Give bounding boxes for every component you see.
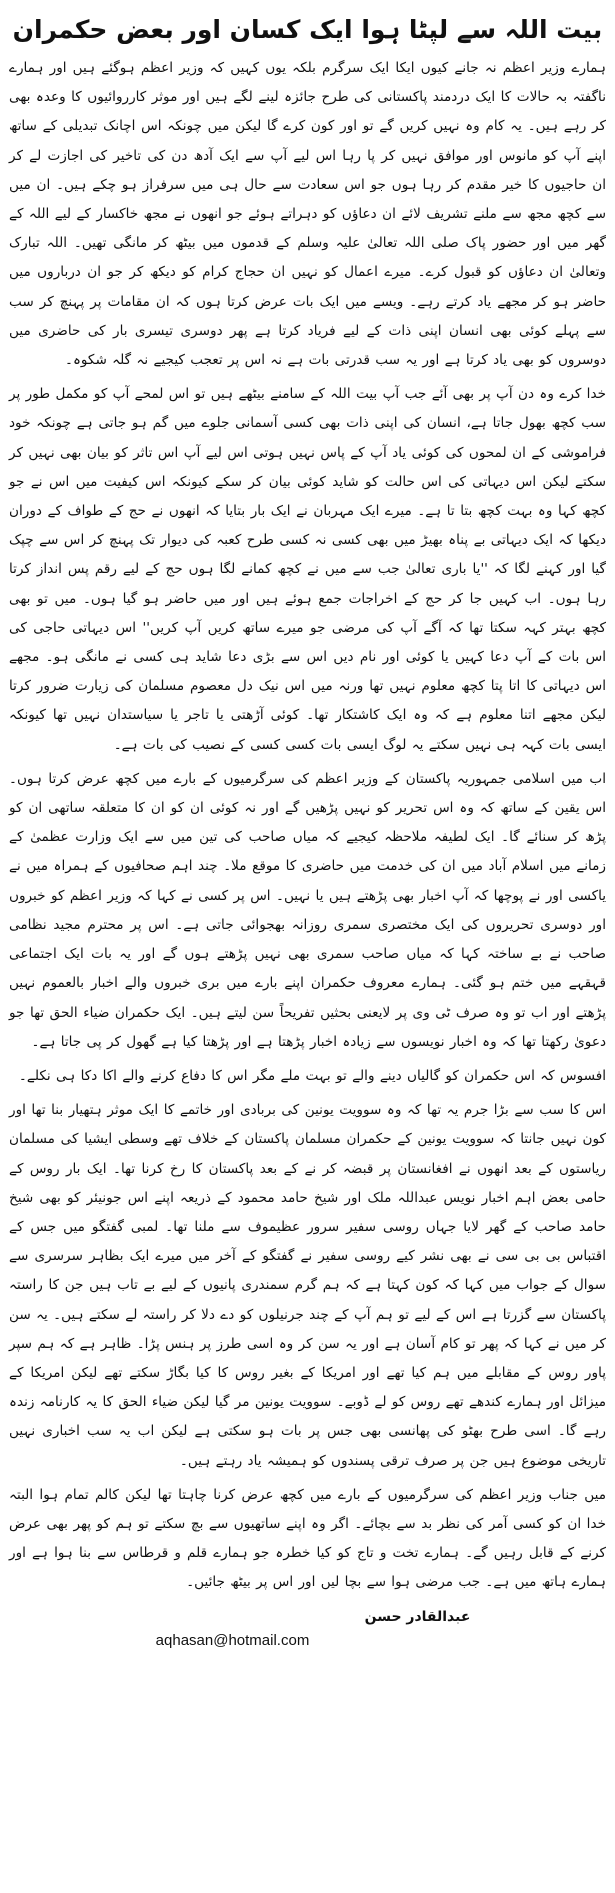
article-paragraph: خدا کرے وہ دن آپ پر بھی آئے جب آپ بیت اللہ کے سامنے بیٹھے ہیں تو اس لمحے آپ کو مکمل طور پر سب کچھ بھول جاتا ہے، انسان کی اپنی ذات بھی کسی آسمانی جلوے میں گم ہو جاتی ہے چونکہ خود فراموشی کے ان لمحوں کی کوئی یاد آپ کے پاس نہیں ہوتی اس لیے آپ اس تاثر کو بیان بھی نہیں کر سکتے لیکن اس دیہاتی کی اس حالت کو شاید کوئی بیان کر سکے کیونکہ اس کیفیت میں اس نے جو کچھ کہا وہ بہت کچھ بتا تا ہے۔ میرے ایک مہربان نے ایک بار بتایا کہ انھوں نے حج کے طواف کے دوران دیکھا کہ ایک دیہاتی بے پناہ بھیڑ میں بھی کسی نہ کسی طرح کعبہ کی دیوار تک پہنچ کر اس سے چپک گیا اور کہنے لگا کہ ''یا باری تعالیٰ جب سے میں نے کچھ کمانے لگا ہوں حج کے لیے رقم پس انداز کرتا رہا ہوں۔ اب کہیں جا کر حج کے اخراجات جمع ہوئے ہیں اور میں حاضر ہو گیا ہوں۔ میں تو بھی کچھ بہتر کہہ سکتا تھا کہ آگے آپ کی مرضی جو میرے ساتھ کریں آپ کریں'' اس دیہاتی حاجی کی اس بات کے آپ دعا کہیں یا کوئی اور نام دیں اس سے بڑی دعا شاید ہی کسی نے مانگی ہو۔ مجھے اس دیہاتی کا اتا پتا کچھ معلوم نہیں تھا ورنہ میں اس نیک دل معصوم مسلمان کی زیارت ضرور کرتا لیکن مجھے اتنا معلوم ہے کہ وہ ایک کاشتکار تھا۔ کوئی آڑھتی یا تاجر یا سیاستدان نہیں تھا کیونکہ ایسی بات کہہ ہی نہیں سکتے یہ لوگ ایسی بات کسی کسی کے نصیب کی بات ہے۔ [9,386,606,753]
article-paragraph: ہمارے وزیر اعظم نہ جانے کیوں ایکا ایک سرگرم بلکہ یوں کہیں کہ وزیر اعظم ہوگئے ہیں اور ہمارے ناگفتہ بہ حالات کا ایک دردمند پاکستانی کی طرح جائزہ لینے لگے ہیں اور موثر کارروائیوں کا وعدہ بھی کر رہے ہیں۔ یہ کام وہ نہیں کریں گے تو اور کون کرے گا لیکن میں چونکہ اس اچانک تبدیلی کے ساتھ اپنے آپ کو مانوس اور موافق نہیں کر پا رہا اس لیے آپ سے ایک آدھ دن کی تاخیر کی اجازت لے کر ان حاجیوں کا خیر مقدم کر رہا ہوں جو اس سعادت سے حال ہی میں سرفراز ہو چکے ہیں۔ ان میں سے کچھ مجھ سے ملنے تشریف لائے ان دعاؤں کو دہراتے ہوئے جو انھوں نے مجھ خاکسار کے لیے اللہ کے گھر میں اور حضور پاک صلی اللہ تعالیٰ علیہ وسلم کے قدموں میں بیٹھ کر مانگی تھیں۔ اللہ تبارک وتعالیٰ ان دعاؤں کو قبول کرے۔ میرے اعمال کو نہیں ان حجاج کرام کو دیکھ کر جو ان درباروں میں حاضر ہو کر مجھے یاد کرتے رہے۔ ویسے میں ایک بات عرض کرتا ہوں کہ ان مقامات پر پہنچ کر سب سے پہلے کوئی بھی انسان اپنی ذات کے لیے فریاد کرتا ہے پھر دوسری تیسری بار کی حاضری میں دوسروں کو بھی یاد کرتا ہے اور یہ سب قدرتی بات ہے نہ اس پر تعجب کیجیے نہ گلہ شکوہ۔ [9,60,606,369]
article-paragraph: افسوس کہ اس حکمران کو گالیاں دینے والے تو بہت ملے مگر اس کا دفاع کرنے والے اکا دکا ہی نکلے۔ [18,1067,606,1084]
headline: بیت اللہ سے لپٹا ہوا ایک کسان اور بعض حکمران [12,15,603,44]
author-name: عبدالقادر حسن [364,1608,471,1625]
article-paragraph: میں جناب وزیر اعظم کی سرگرمیوں کے بارے میں کچھ عرض کرنا چاہتا تھا لیکن کالم تمام ہوا البتہ خدا ان کو کسی آمر کی نظر بد سے بچائے۔ اگر وہ اپنے ساتھیوں سے بچ سکتے تو ہم کو پھر بھی عرض کرنے کے قابل رہیں گے۔ ہمارے تخت و تاج کو کیا خطرہ جو ہمارے قلم و قرطاس سے بنا ہوا ہے اور ہمارے ہاتھ میں ہے۔ جب مرضی ہوا سے بچا لیں اور اس پر بیٹھ جائیں۔ [9,1486,606,1591]
article-paragraph: اس کا سب سے بڑا جرم یہ تھا کہ وہ سوویت یونین کی بربادی اور خاتمے کا ایک موثر ہتھیار بنا تھا اور کون نہیں جانتا کہ سوویت یونین کے حکمران مسلمان پاکستان کے خلاف تھے وسطی ایشیا کی مسلمان ریاستوں کے بعد انھوں نے افغانستان پر قبضہ کر نے کے بعد پاکستان کا رخ کرنا تھا۔ ایک بار روس کے حامی بعض اہم اخبار نویس عبداللہ ملک اور شیخ حامد محمود کے ذریعہ اپنے اس جونیئر کو بھی شیخ حامد صاحب کے گھر لایا جہاں روسی سفیر سرور عظیموف سے ملنا تھا۔ لمبی گفتگو میں جس کے اقتباس بی بی سی نے بھی نشر کیے روسی سفیر نے گفتگو کے آخر میں میرے ایک بظاہر سرسری سے سوال کے جواب میں کہا کہ کون کہتا ہے کہ ہم گرم سمندری پانیوں کے لیے بے تاب ہیں جن کا راستہ پاکستان سے گزرتا ہے اس کے لیے تو ہم آپ کے چند جرنیلوں کو دے دلا کر راستہ لے سکتے ہیں۔ یہ سن کر میں نے کہا کہ پھر تو کام آسان ہے اور یہ سن کر وہ اسی طرز پر ہنس پڑا۔ ظاہر ہے کہ ہم سپر پاور روس کے مقابلے میں ہم کیا تھے اور امریکا کے بغیر روس کا کیا بگاڑ سکتے تھے لیکن امریکا کے میزائل اور ہمارے کندھے تھے روس کو لے ڈوبے۔ سوویت یونین مر گیا لیکن ضیاء الحق کا یہ کارنامہ زندہ رہے گا۔ اسی طرح بھٹو کی پھانسی بھی جس پر بات ہو سکتی ہے لیکن اب یہ سب اخباری نہیں تاریخی موضوع ہیں جن پر صرف ترقی پسندوں کو ہمیشہ یاد رہتے ہیں۔ [9,1102,606,1469]
byline [9,1604,606,1652]
article-body [9,54,606,1598]
author-email[interactable]: aqhasan@hotmail.com [155,1631,310,1649]
article-paragraph: اب میں اسلامی جمہوریہ پاکستان کے وزیر اعظم کی سرگرمیوں کے بارے میں کچھ عرض کرتا ہوں۔ اس یقین کے ساتھ کہ وہ اس تحریر کو نہیں پڑھیں گے اور نہ کوئی ان کو ان کا متعلقہ ساتھی ان کو پڑھ کر سنائے گا۔ ایک لطیفہ ملاحظہ کیجیے کہ میاں صاحب کی تین میں سے ایک وزارت عظمیٰ کے زمانے میں اسلام آباد میں ان کی خدمت میں حاضری کا موقع ملا۔ چند اہم صحافیوں کے ہمراہ میں نے یاکسی اور نے پوچھا کہ آپ اخبار بھی پڑھتے ہیں یا نہیں۔ اس پر کسی نے کہا کہ وزیر اعظم کو خبروں اور دوسری تحریروں کی ایک مختصری سمری روزانہ بھجوائی جاتی ہے۔ اس پر محترم مجید نظامی صاحب نے بے ساختہ کہا کہ میاں صاحب سمری بھی نہیں پڑھتے ہوں گے اور یہ بات ایک اجتماعی قہقہے میں ختم ہو گئی۔ ہمارے معروف حکمران اپنے بارے میں بری خبروں والے اخبار بالعموم نہیں پڑھتے اور اب تو وہ صرف ٹی وی پر لایعنی بحثیں تفریحاً سن لیتے ہیں۔ ایک حکمران ضیاء الحق تھا جو دعویٰ رکھتا تھا کہ وہ اخبار نویسوں سے زیادہ اخبار پڑھتا ہے اور پڑھتا کیا ہے گھول کر پی جاتا ہے۔ [9,770,606,1050]
